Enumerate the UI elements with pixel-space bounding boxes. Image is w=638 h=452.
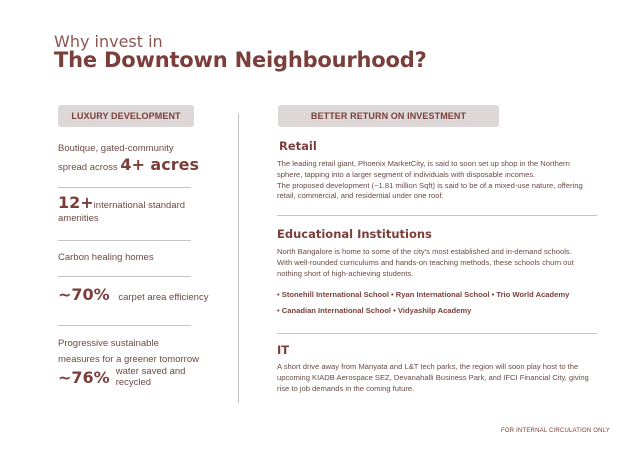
- acres-line1: Boutique, gated-community: [58, 143, 174, 154]
- retail-line: The proposed development (~1.81 million Sqft) is said to be of a mixed-use nature, offering: [277, 180, 583, 190]
- sustainable-line1: Progressive sustainable: [58, 338, 159, 349]
- amenities-text: international standard: [93, 200, 186, 211]
- water-value: ~76%: [58, 367, 110, 387]
- education-line: North Bangalore is home to some of the city's most established and in-demand schools.: [277, 247, 572, 256]
- retail-line: The leading retail giant, Phoenix MarketCity, is said to soon set up shop in the Northern: [277, 159, 570, 168]
- water-line1: water saved and: [115, 366, 186, 377]
- schools-bullet-2: • Canadian International School • Vidyashilp Academy: [277, 306, 472, 315]
- water-line2: recycled: [115, 377, 152, 388]
- amenities-item: [58, 194, 185, 227]
- sustainable-item: [58, 335, 199, 368]
- sustainable-line2: measures for a greener tomorrow: [58, 354, 199, 365]
- it-body: [277, 362, 589, 394]
- divider: [58, 276, 191, 277]
- page-title: The Downtown Neighbourhood?: [54, 48, 427, 72]
- carpet-text: carpet area efficiency: [118, 292, 209, 303]
- column-divider: [238, 113, 239, 403]
- it-line: rise to job demands in the coming future.: [277, 383, 415, 393]
- amenities-value: 12+: [58, 193, 94, 212]
- education-line: With well-rounded curriculums and hands-on teaching methods, these schools churn out: [277, 257, 574, 267]
- acres-line2: [58, 156, 199, 176]
- divider: [277, 215, 597, 216]
- schools-bullet-1: • Stonehill International School • Ryan International School • Trio World Academy: [277, 290, 570, 299]
- divider: [58, 325, 191, 326]
- acres-value: 4+ acres: [120, 155, 199, 174]
- retail-line: sphere, tapping into a larger segment of individuals with disposable incomes.: [277, 169, 536, 179]
- acres-item: [58, 140, 199, 176]
- carbon-item: Carbon healing homes: [58, 252, 154, 263]
- education-body: [277, 247, 574, 279]
- divider: [58, 187, 191, 188]
- footer-note: FOR INTERNAL CIRCULATION ONLY: [500, 428, 610, 434]
- retail-heading: Retail: [279, 139, 317, 153]
- divider: [58, 240, 191, 241]
- it-line: upcoming KIADB Aerospace SEZ, Devanahalli Business Park, and IFCI Financial City, giving: [277, 372, 589, 382]
- better-roi-pill: BETTER RETURN ON INVESTMENT: [278, 105, 499, 127]
- it-heading: IT: [277, 343, 290, 357]
- divider: [277, 333, 597, 334]
- it-line: A short drive away from Manyata and L&T tech parks, the region will soon play host to the: [277, 362, 579, 371]
- amenities-line2: amenities: [58, 213, 99, 224]
- retail-body: [277, 159, 583, 202]
- page-eyebrow: Why invest in: [54, 32, 163, 51]
- water-text: [116, 366, 186, 388]
- luxury-development-pill: LUXURY DEVELOPMENT: [58, 105, 194, 127]
- acres-prefix: spread across: [58, 162, 118, 173]
- water-item: [58, 366, 185, 388]
- carpet-item: [58, 286, 208, 306]
- carpet-value: ~70%: [58, 285, 110, 304]
- retail-line: retail, commercial, and residential under one roof.: [277, 191, 444, 201]
- education-heading: Educational Institutions: [277, 227, 432, 241]
- education-line: nothing short of high-achieving students.: [277, 268, 414, 278]
